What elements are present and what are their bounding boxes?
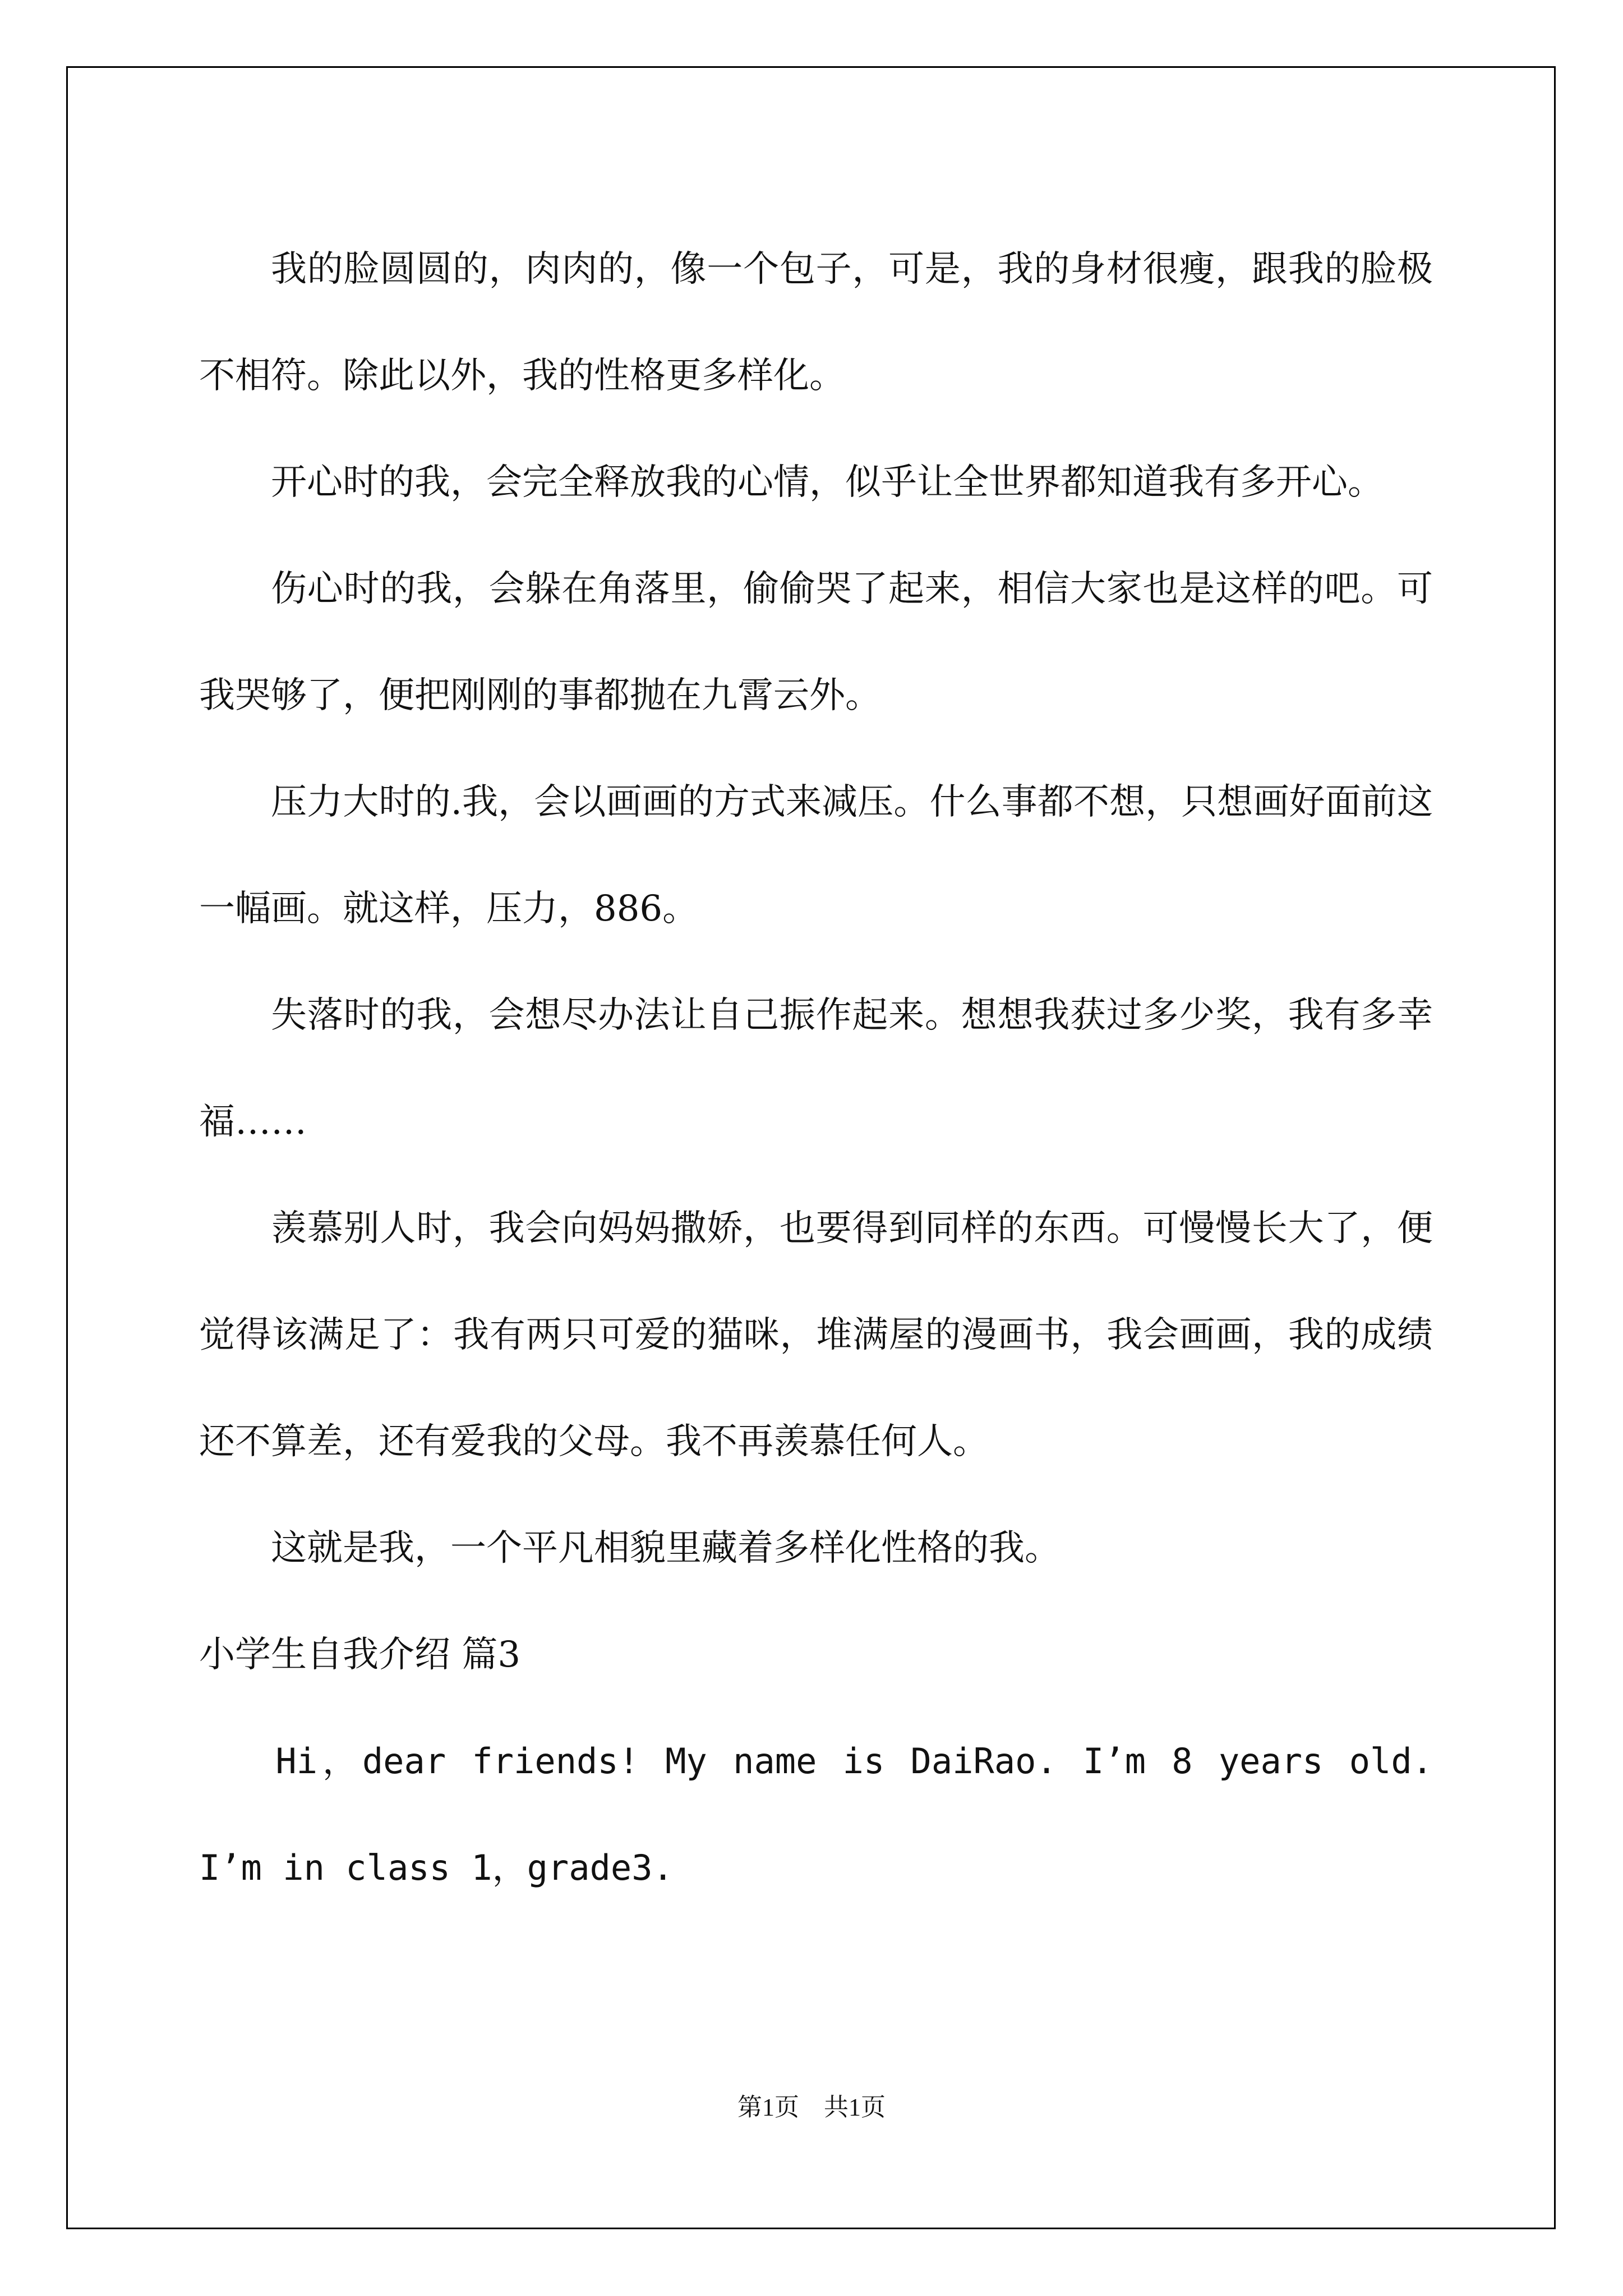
paragraph-english-intro: Hi，dear friends! My name is DaiRao. I’m 8 years old. I’m in class 1，grade3. xyxy=(199,1741,1433,1888)
paragraph-envy: 羡慕别人时，我会向妈妈撒娇，也要得到同样的东西。可慢慢长大了，便觉得该满足了：我有两只可爱的猫咪，堆满屋的漫画书，我会画画，我的成绩还不算差，还有爱我的父母。我不再羡慕任何人。 xyxy=(199,1208,1433,1462)
paragraph-face: 我的脸圆圆的，肉肉的，像一个包子，可是，我的身材很瘦，跟我的脸极不相符。除此以外，我的性格更多样化。 xyxy=(199,249,1433,397)
document-body xyxy=(199,216,1433,1921)
section-heading: 小学生自我介绍 篇3 xyxy=(199,1634,521,1676)
paragraph-disappointed: 失落时的我，会想尽办法让自己振作起来。想想我获过多少奖，我有多幸福…… xyxy=(199,995,1433,1143)
paragraph-stress: 压力大时的.我，会以画画的方式来减压。什么事都不想，只想画好面前这一幅画。就这样，压力，886。 xyxy=(199,781,1433,930)
paragraph-conclusion: 这就是我，一个平凡相貌里藏着多样化性格的我。 xyxy=(271,1527,1061,1569)
paragraph-happy: 开心时的我，会完全释放我的心情，似乎让全世界都知道我有多开心。 xyxy=(271,462,1384,503)
page-footer: 第1页 共1页 xyxy=(737,2093,886,2121)
paragraph-sad: 伤心时的我，会躲在角落里，偷偷哭了起来，相信大家也是这样的吧。可我哭够了，便把刚刚的事都抛在九霄云外。 xyxy=(199,568,1433,716)
